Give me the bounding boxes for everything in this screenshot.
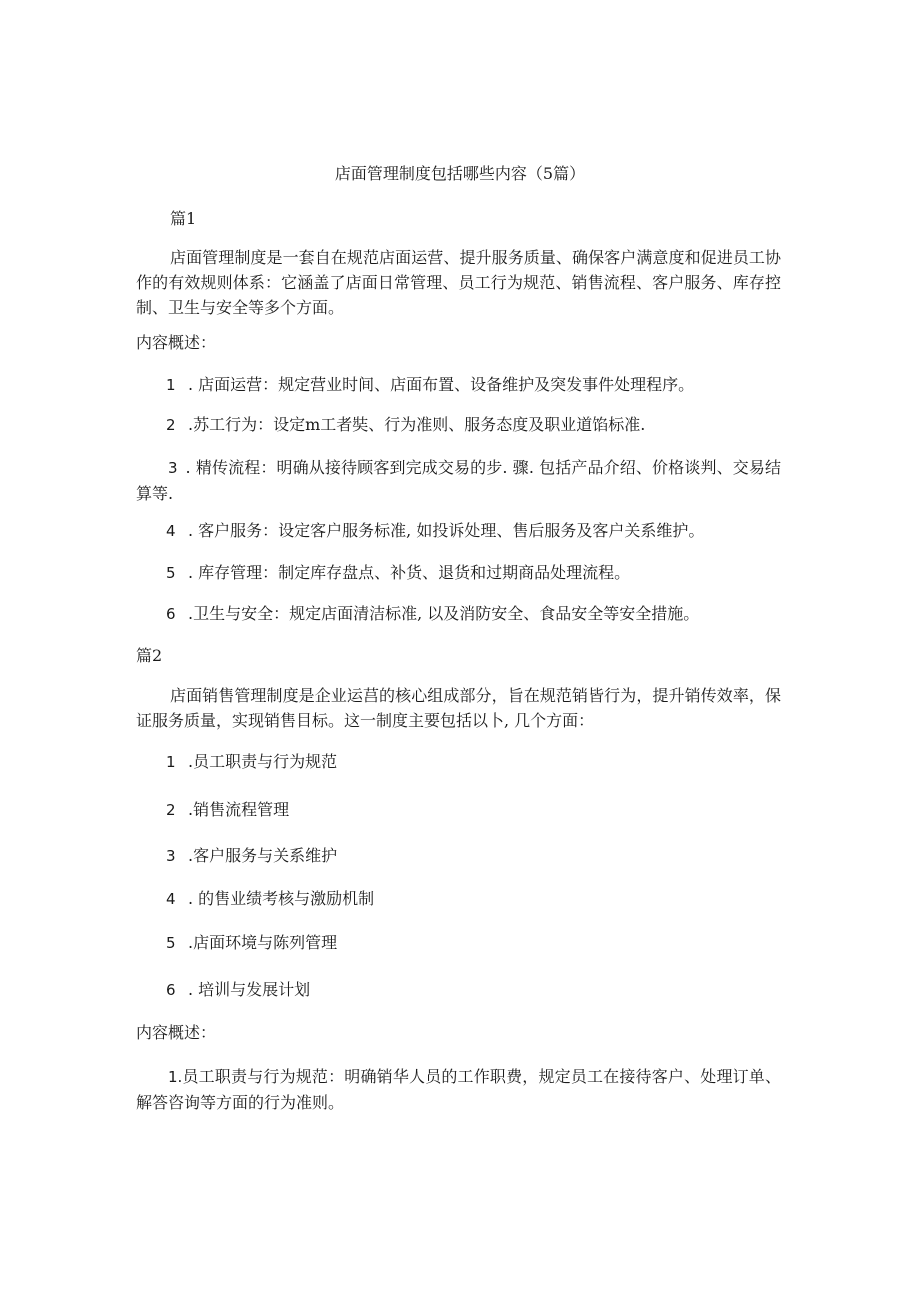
list-item-number: 5 <box>166 564 176 582</box>
part2-list-item-6 <box>166 980 310 1000</box>
list-item-text: .客户服务与关系维护 <box>188 846 338 865</box>
list-item-text: .员工职责与行为规范 <box>188 752 338 771</box>
part2-heading: 篇2 <box>136 646 163 665</box>
list-item-number: 2 <box>166 416 176 434</box>
part1-list-item-4 <box>166 521 704 541</box>
part2-list-item-1 <box>166 752 337 772</box>
list-item-number: 2 <box>166 801 176 819</box>
detail-text: 员工职责与行为规范：明确销华人员的工作职费，规定员工在接待客户、处理订单、解答咨询等方面的行为准则。 <box>136 1067 781 1112</box>
document-title: 店面管理制度包括哪些内容（5篇） <box>334 164 586 183</box>
list-item-text: .销售流程管理 <box>188 800 290 819</box>
list-item-number: 3 <box>166 847 176 865</box>
list-item-number: 4 <box>166 890 176 908</box>
list-item-text: . 店面运营：规定营业时间、店面布置、设备维护及突发事件处理程序。 <box>188 375 695 394</box>
part1-list-item-3 <box>136 455 781 506</box>
list-item-number: 5 <box>166 934 176 952</box>
list-item-text: .卫生与安全：规定店面清洁标准, 以及消防安全、食品安全等安全措施。 <box>188 604 700 623</box>
part2-list-item-5 <box>166 933 337 953</box>
list-item-number: 6 <box>166 981 176 999</box>
list-item-number: 1 <box>166 376 176 394</box>
detail-number: 1. <box>168 1068 183 1086</box>
list-item-text: . 培训与发展计划 <box>188 980 311 999</box>
part2-overview-label: 内容概述： <box>136 1023 217 1042</box>
part2-list-item-3 <box>166 846 337 866</box>
list-item-text: . 精传流程：明确从接待顾客到完成交易的步. 骤. 包括产品介绍、价格谈判、交易结算等. <box>136 458 781 503</box>
list-item-number: 1 <box>166 753 176 771</box>
part1-list-item-6 <box>166 604 699 624</box>
list-item-number: 6 <box>166 605 176 623</box>
list-item-text: .苏工行为：设定m工者奘、行为准则、服务态度及职业道馅标准. <box>188 415 646 434</box>
list-item-text: . 的售业绩考核与激励机制 <box>188 889 375 908</box>
list-item-number: 3 <box>168 459 178 477</box>
part2-list-item-4 <box>166 889 374 909</box>
list-item-text: . 库存管理：制定库存盘点、补货、退货和过期商品处理流程。 <box>188 563 631 582</box>
part1-overview-label: 内容概述： <box>136 333 217 352</box>
part2-intro: 店面销售管理制度是企业运莒的核心组成部分，旨在规范销皆行为，提升销传效率，保证服务质量，实现销售目标。这一制度主要包括以卜, 几个方面： <box>136 686 781 730</box>
list-item-text: .店面环境与陈列管理 <box>188 933 338 952</box>
part1-list-item-5 <box>166 563 630 583</box>
part1-list-item-2 <box>166 415 645 435</box>
list-item-number: 4 <box>166 522 176 540</box>
part2-list-item-2 <box>166 800 289 820</box>
list-item-text: . 客户服务：设定客户服务标准, 如投诉处理、售后服务及客户关系维护。 <box>188 521 705 540</box>
part1-heading: 篇1 <box>170 209 197 228</box>
part1-intro: 店面管理制度是一套自在规范店面运营、提升服务质量、确保客户满意度和促进员工协作的有效规则体系：它涵盖了店面日常管理、员工行为规范、销售流程、客户服务、库存控制、卫生与安全等多个方面。 <box>136 248 781 317</box>
part2-detail-paragraph <box>136 1064 781 1115</box>
part1-list-item-1 <box>166 375 694 395</box>
